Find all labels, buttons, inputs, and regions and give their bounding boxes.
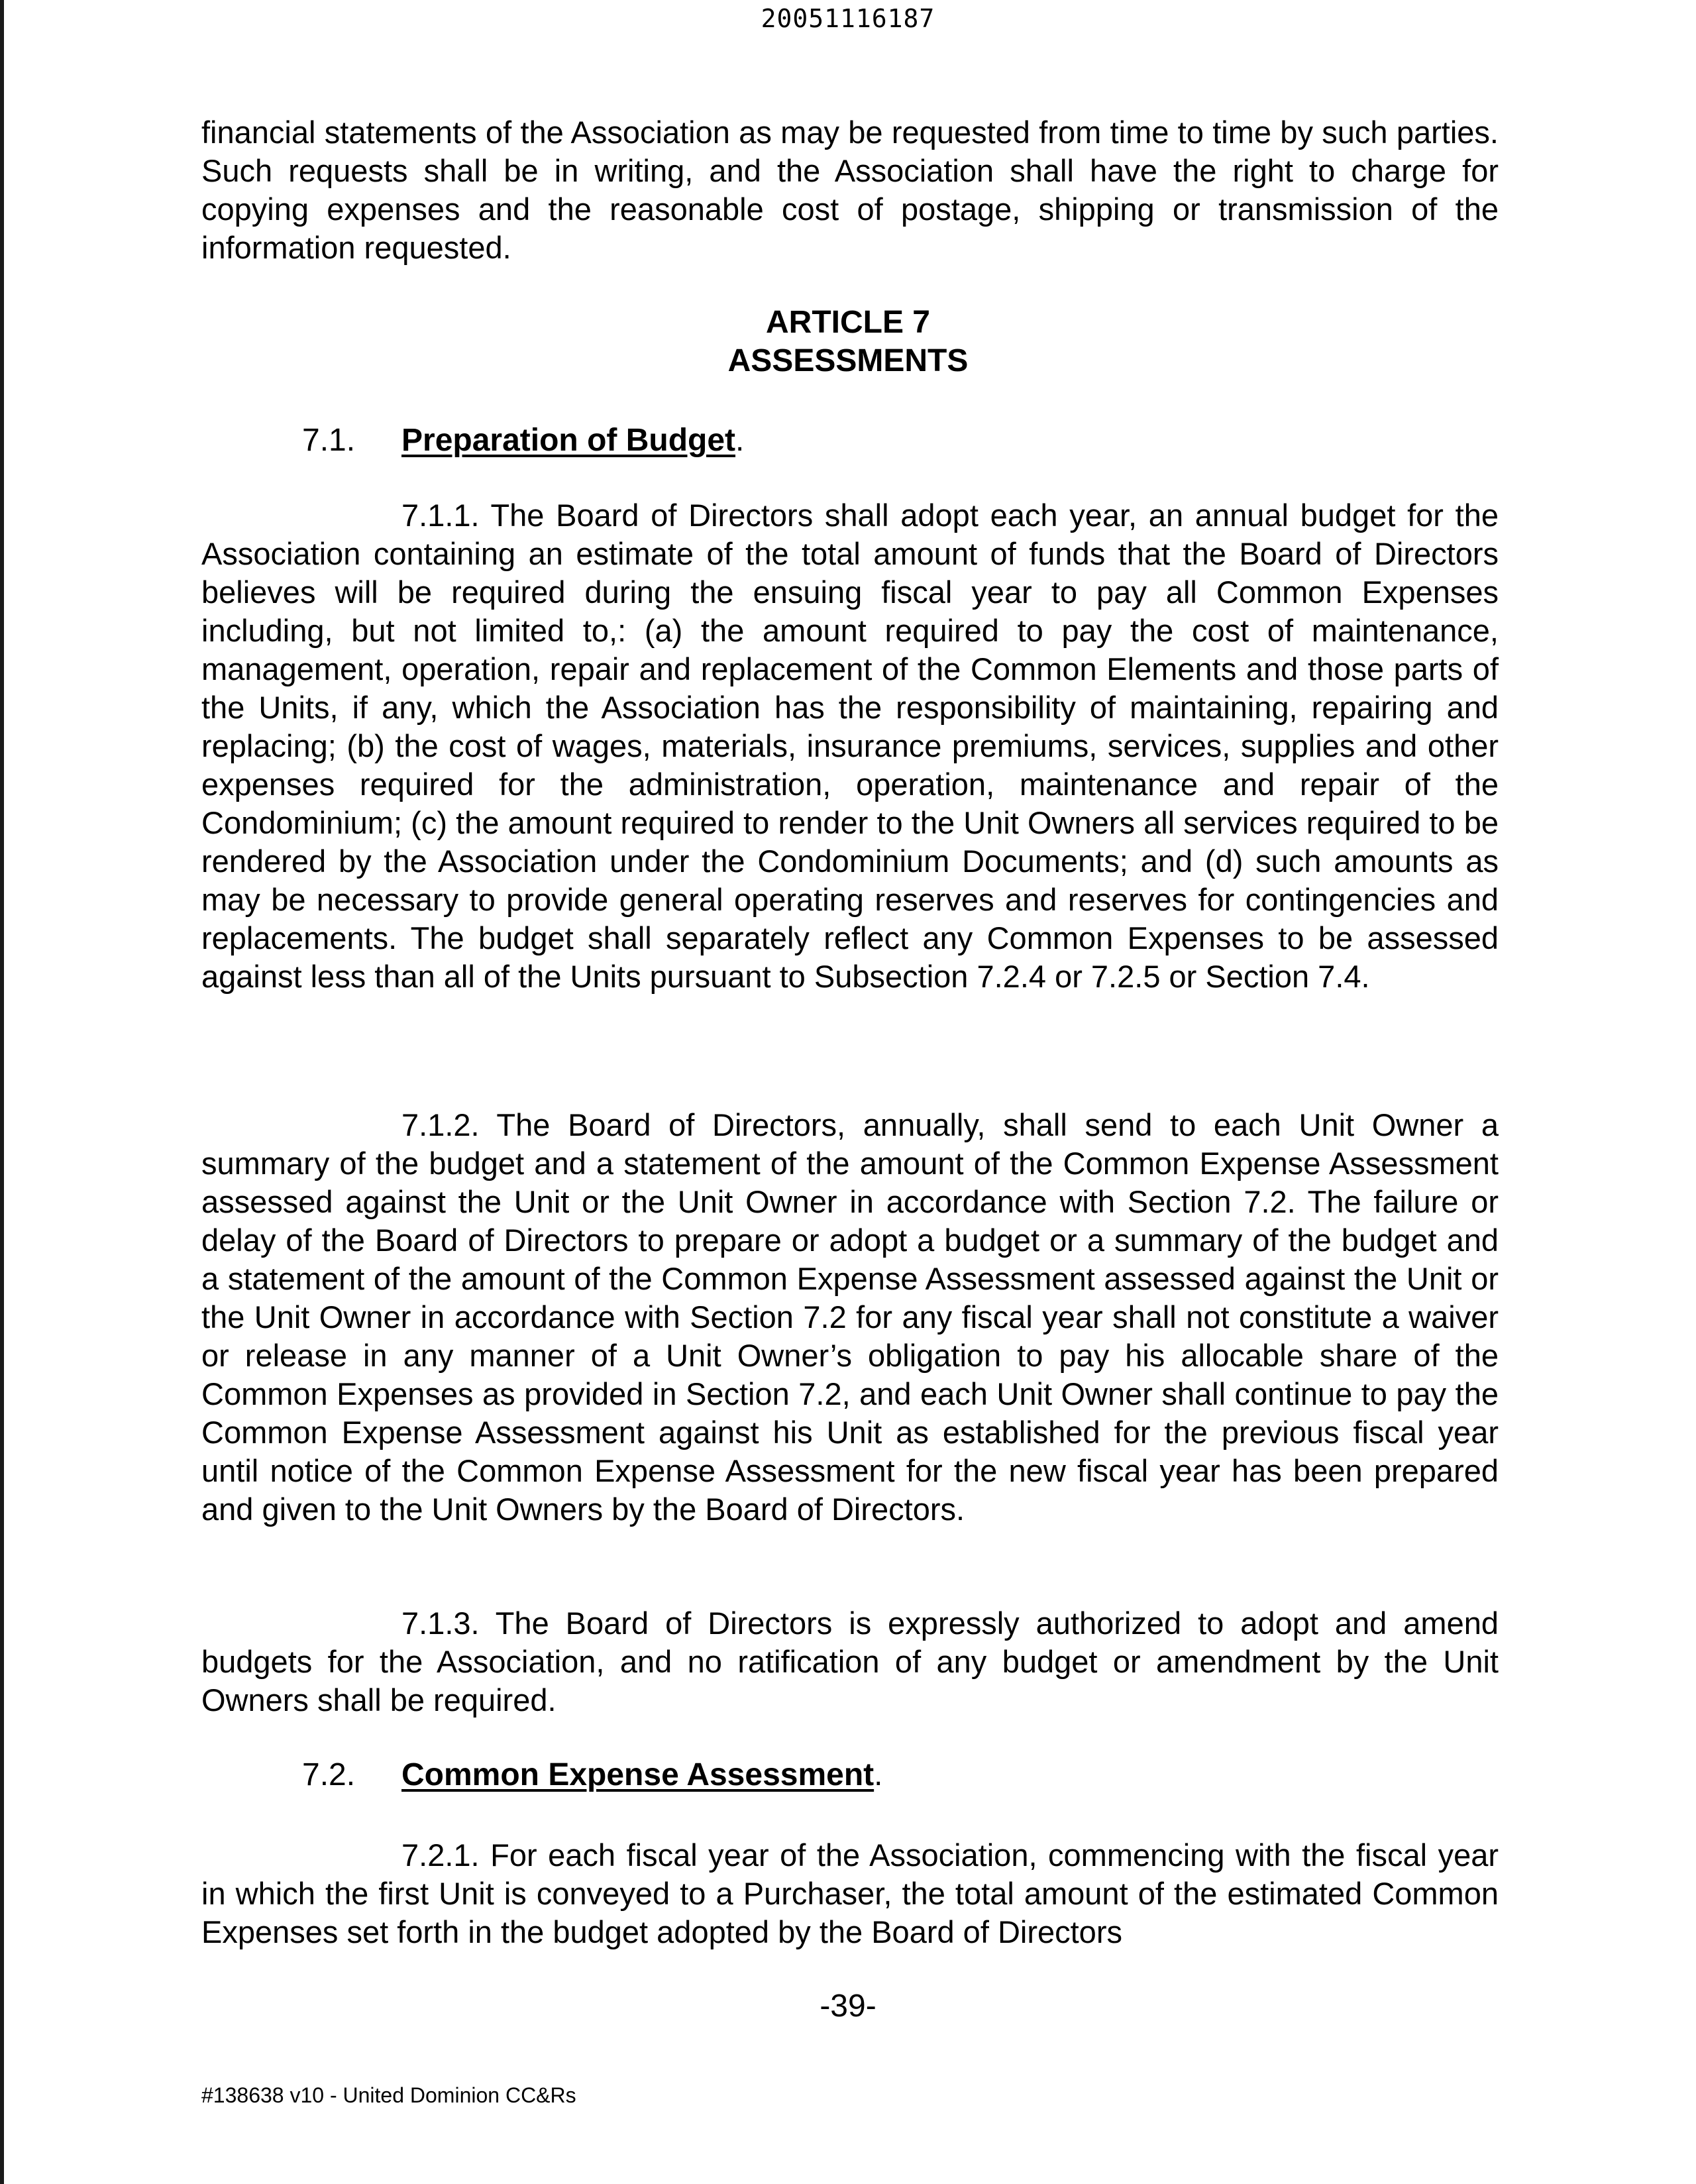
continuation-paragraph: financial statements of the Association as may be requested from time to time by such parties. Such requests shall be in writing, and the Association shall have the right to charge for copying expenses and the reasonable cost of postage, shipping or transmission of the information requested. <box>201 115 1499 265</box>
section-number: 7.1. <box>302 423 356 458</box>
section-title-period: . <box>874 1757 883 1792</box>
paragraph-7-1-1: 7.1.1. The Board of Directors shall adopt each year, an annual budget for the Association containing an estimate of the total amount of funds that the Board of Directors believes will be required during the ensuing fiscal year to pay all Common Expenses including, but not limited to,: (a) the amount required to pay the cost of maintenance, management, operation, repair and replacement of the Common Elements and those parts of the Units, if any, which the Association has the responsibility of maintaining, repairing and replacing; (b) the cost of wages, materials, insurance premiums, services, supplies and other expenses required for the administration, operation, maintenance and repair of the Condominium; (c) the amount required to render to the Unit Owners all services required to be rendered by the Association under the Condominium Documents; and (d) such amounts as may be necessary to provide general operating reserves and reserves for contingencies and replacements. The budget shall separately reflect any Common Expenses to be assessed against less than all of the Units pursuant to Subsection 7.2.4 or 7.2.5 or Section 7.4. <box>201 498 1499 994</box>
article-number: ARTICLE 7 <box>765 305 930 340</box>
section-title: Preparation of Budget <box>401 423 736 458</box>
paragraph-7-1-3: 7.1.3. The Board of Directors is expressly authorized to adopt and amend budgets for the Association, and no ratification of any budget or amendment by the Unit Owners shall be required. <box>201 1606 1499 1718</box>
article-title: ASSESSMENTS <box>727 343 969 378</box>
paragraph-7-2-1: 7.2.1. For each fiscal year of the Association, commencing with the fiscal year in which the first Unit is conveyed to a Purchaser, the total amount of the estimated Common Expenses set forth in the budget adopted by the Board of Directors <box>201 1837 1499 1949</box>
section-heading-7-2 <box>302 1756 882 1794</box>
paragraph-7-1-2: 7.1.2. The Board of Directors, annually, shall send to each Unit Owner a summary of the budget and a statement of the amount of the Common Expense Assessment assessed against the Unit or the Unit Owner in accordance with Section 7.2. The failure or delay of the Board of Directors to prepare or adopt a budget or a summary of the budget and a statement of the amount of the Common Expense Assessment assessed against the Unit or the Unit Owner in accordance with Section 7.2 for any fiscal year shall not constitute a waiver or release in any manner of a Unit Owner’s obligation to pay his allocable share of the Common Expenses as provided in Section 7.2, and each Unit Owner shall continue to pay the Common Expense Assessment against his Unit as established for the previous fiscal year until notice of the Common Expense Assessment for the new fiscal year has been prepared and given to the Unit Owners by the Board of Directors. <box>201 1107 1499 1527</box>
footer-doc-id: #138638 v10 - United Dominion CC&Rs <box>201 2083 576 2107</box>
section-heading-7-1 <box>302 421 744 460</box>
page-number: -39- <box>820 1989 876 2024</box>
document-number: 20051116187 <box>761 4 935 33</box>
section-number: 7.2. <box>302 1757 356 1792</box>
article-heading <box>0 303 1696 380</box>
section-title: Common Expense Assessment <box>401 1757 874 1792</box>
section-title-period: . <box>735 423 745 458</box>
